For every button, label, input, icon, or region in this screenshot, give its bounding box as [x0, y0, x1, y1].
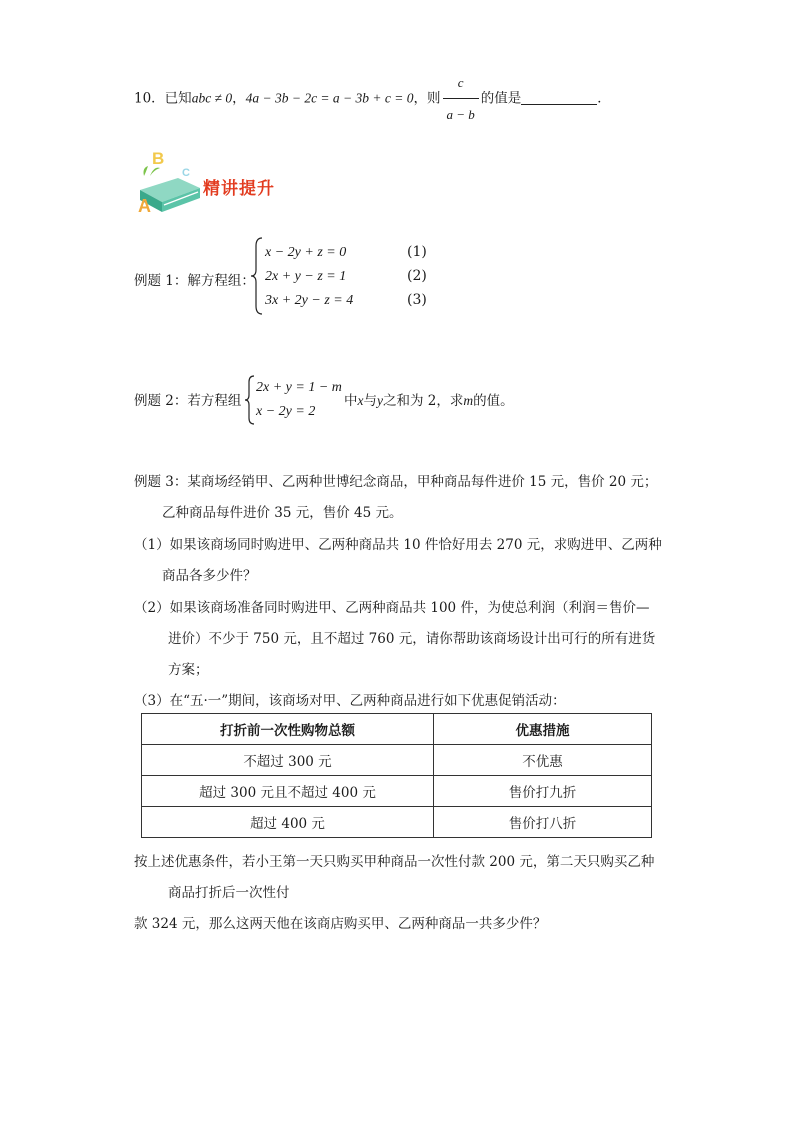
- equation: 3x + 2y − z = 4: [265, 293, 354, 308]
- example-3-line-2: 乙种商品每件进价 35 元，售价 45 元。: [162, 505, 403, 521]
- table-row: [142, 807, 652, 838]
- q10-answer-blank: [521, 90, 597, 105]
- question-2-line-1: （2）如果该商场准备同时购进甲、乙两种商品共 100 件，为使总利润（利润＝售价—: [134, 600, 650, 616]
- example-3-line-1: 例题 3：某商场经销甲、乙两种世博纪念商品，甲种商品每件进价 15 元，售价 20 元；: [134, 474, 658, 490]
- equation-tag: (3): [407, 292, 427, 308]
- question-1-line-2: 商品各多少件？: [162, 568, 257, 584]
- q10-then: ，则: [413, 90, 441, 107]
- q10-tail: 的值是: [480, 90, 522, 107]
- q10-condition-1: abc ≠ 0: [191, 90, 233, 106]
- after-table-line-1: 按上述优惠条件，若小王第一天只购买甲种商品一次性付款 200 元，第二天只购买乙种: [134, 854, 655, 870]
- question-3-line: （3）在“五·一”期间，该商场对甲、乙两种商品进行如下优惠促销活动：: [134, 693, 566, 709]
- table-cell: 售价打九折: [434, 776, 652, 807]
- question-2-line-2: 进价）不少于 750 元，且不超过 760 元，请你帮助该商场设计出可行的所有进货: [168, 631, 656, 647]
- after-table-line-2: 商品打折后一次性付: [168, 885, 290, 901]
- text: 的值。: [473, 393, 514, 409]
- abc-book-icon: [134, 146, 204, 218]
- section-header: [134, 146, 294, 218]
- equation: x − 2y + z = 0: [265, 245, 347, 260]
- var-m: m: [463, 393, 474, 408]
- logo-letter-b: B: [152, 149, 165, 168]
- question-1-line-1: （1）如果该商场同时购进甲、乙两种商品共 10 件恰好用去 270 元，求购进甲、乙两种: [134, 537, 662, 553]
- example-2-system: [256, 376, 342, 424]
- table-cell: 超过 300 元且不超过 400 元: [142, 776, 434, 807]
- example-2-tail: [344, 391, 514, 411]
- q10-end: ．: [597, 90, 611, 107]
- equation-row: [265, 240, 427, 264]
- table-cell: 不超过 300 元: [142, 745, 434, 776]
- leaf-shape-2: [150, 168, 160, 176]
- question-10: [134, 68, 611, 122]
- q10-comma: ，: [232, 90, 246, 107]
- table-cell: 超过 400 元: [142, 807, 434, 838]
- q10-number: 10．已知: [134, 90, 192, 107]
- discount-table: [141, 713, 652, 838]
- text: 中: [344, 393, 358, 409]
- question-2-line-3: 方案；: [168, 662, 209, 678]
- equation-tag: (1): [407, 244, 427, 260]
- example-2-label: 例题 2：若方程组: [134, 393, 242, 409]
- logo-letter-c: C: [182, 167, 190, 179]
- var-x: x: [357, 393, 364, 408]
- equation: 2x + y = 1 − m: [256, 380, 342, 395]
- var-y: y: [377, 393, 383, 408]
- q10-condition-2: 4a − 3b − 2c = a − 3b + c = 0: [245, 90, 414, 106]
- table-header-row: [142, 714, 652, 745]
- after-table-line-3: 款 324 元，那么这两天他在该商店购买甲、乙两种商品一共多少件？: [134, 916, 547, 932]
- q10-fraction: [443, 68, 479, 130]
- table-header-cell: 打折前一次性购物总额: [142, 714, 434, 745]
- table-row: [142, 776, 652, 807]
- example-1-label: 例题 1：解方程组：: [134, 273, 255, 289]
- table-row: [142, 745, 652, 776]
- table-header-cell: 优惠措施: [434, 714, 652, 745]
- table-cell: 售价打八折: [434, 807, 652, 838]
- equation-tag: (2): [407, 268, 427, 284]
- text: 之和为 2，求: [383, 393, 464, 409]
- equation-row: [265, 288, 427, 312]
- equation: x − 2y = 2: [256, 404, 316, 419]
- q10-fraction-denominator: a − b: [443, 98, 479, 130]
- equation-row: [265, 264, 427, 288]
- leaf-shape: [144, 166, 149, 176]
- text: 与: [363, 393, 377, 409]
- logo-letter-a: A: [138, 196, 151, 216]
- section-title: 精讲提升: [203, 179, 275, 199]
- table-cell: 不优惠: [434, 745, 652, 776]
- example-1-system: [265, 240, 427, 312]
- equation: 2x + y − z = 1: [265, 269, 347, 284]
- q10-fraction-numerator: c: [457, 75, 464, 90]
